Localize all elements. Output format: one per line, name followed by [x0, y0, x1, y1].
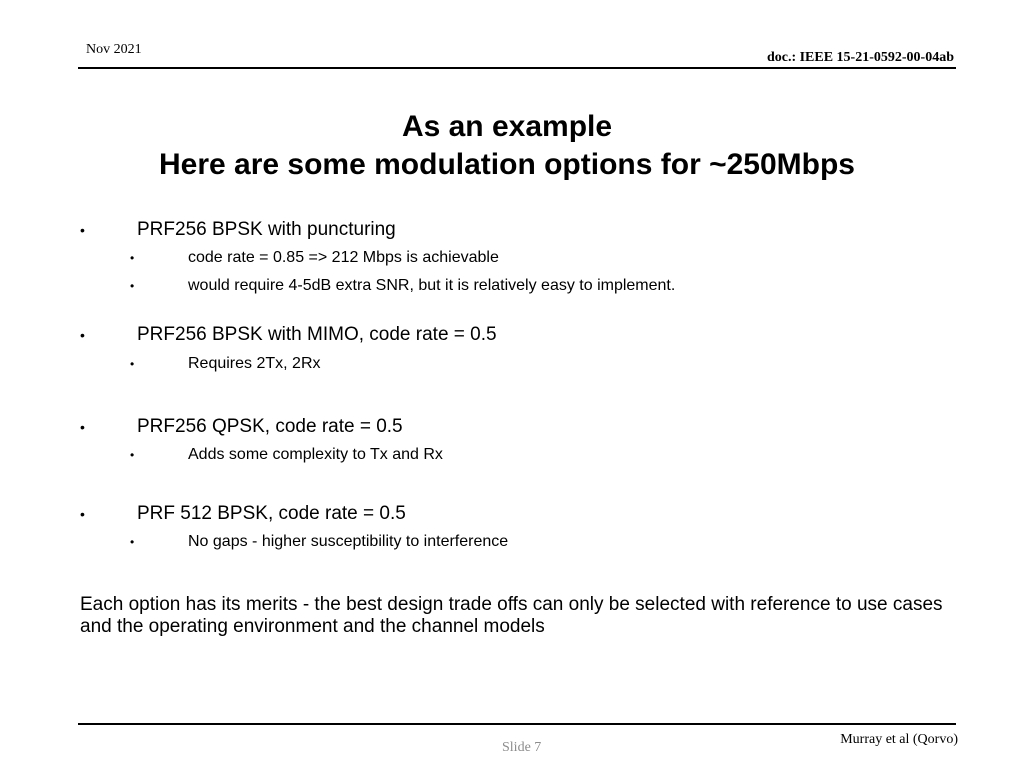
slide-title-line-2: Here are some modulation options for ~250Mbps: [159, 148, 855, 181]
slide-title-line-1: As an example: [401, 110, 613, 143]
footer-author: Murray et al (Qorvo): [840, 732, 958, 747]
sub-bullet-dot: •: [130, 448, 135, 462]
bullet-text: PRF256 BPSK with puncturing: [137, 219, 396, 240]
sub-bullet-text: would require 4-5dB extra SNR, but it is relatively easy to implement.: [188, 277, 676, 294]
sub-bullet-text: Requires 2Tx, 2Rx: [188, 355, 321, 372]
footer-rule: [78, 723, 956, 725]
sub-bullet-dot: •: [130, 279, 135, 293]
bullet-text: PRF 512 BPSK, code rate = 0.5: [137, 503, 406, 524]
bullet-dot: •: [80, 327, 85, 343]
sub-bullet-text: Adds some complexity to Tx and Rx: [188, 446, 443, 463]
slide-number: Slide 7: [502, 740, 542, 755]
sub-bullet-dot: •: [130, 535, 135, 549]
bullet-dot: •: [80, 419, 85, 435]
sub-bullet-dot: •: [130, 251, 135, 265]
bullet-dot: •: [80, 506, 85, 522]
sub-bullet-dot: •: [130, 357, 135, 371]
header-date: Nov 2021: [86, 42, 142, 57]
sub-bullet-text: No gaps - higher susceptibility to interference: [188, 533, 509, 550]
bullet-text: PRF256 BPSK with MIMO, code rate = 0.5: [137, 324, 497, 345]
header-doc-id: doc.: IEEE 15-21-0592-00-04ab: [766, 50, 954, 65]
bullet-text: PRF256 QPSK, code rate = 0.5: [137, 416, 403, 437]
bullet-dot: •: [80, 222, 85, 238]
summary-paragraph: Each option has its merits - the best design trade offs can only be selected with reference to use cases and the operating environment and the channel models: [80, 594, 943, 637]
sub-bullet-text: code rate = 0.85 => 212 Mbps is achievable: [188, 249, 499, 266]
